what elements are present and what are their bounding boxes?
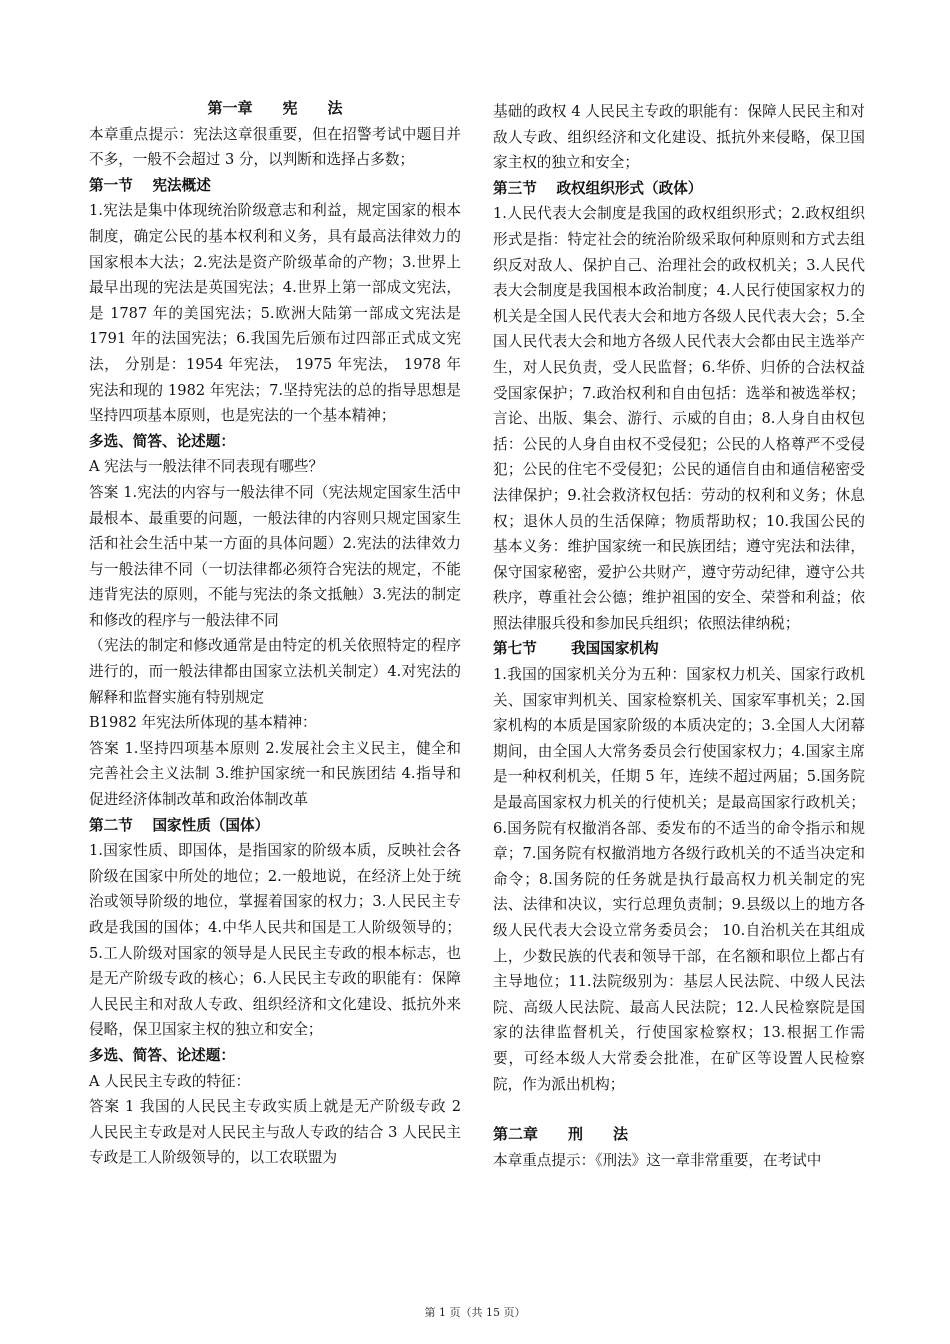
right-column	[493, 99, 865, 1173]
answer-text: 答案 1 我国的人民民主专政实质上就是无产阶级专政 2 人民民主专政是对人民民主与敌人专政的结合 3 人民民主专政是工人阶级领导的，以工农联盟为	[89, 1098, 461, 1167]
answer-text: （宪法的制定和修改通常是由特定的机关依照特定的程序进行的，而一般法律都由国家立法机关制定）4.对宪法的解释和监督实施有特别规定	[89, 637, 461, 706]
question-heading: 多选、简答、论述题：	[89, 432, 235, 450]
answer-text: 答案 1.宪法的内容与一般法律不同（宪法规定国家生活中最根本、最重要的问题，一般法律的内容则只规定国家生活和社会生活中某一方面的具体问题）2.宪法的法律效力与一般法律不同（一切法律都必须符合宪法的规定，不能违背宪法的原则，不能与宪法的条文抵触）3.宪法的制定和修改的程序与一般法律不同	[89, 483, 461, 629]
question-item: A 宪法与一般法律不同表现有哪些？	[89, 458, 324, 476]
page-footer: 第 1 页（共 15 页）	[424, 1306, 526, 1319]
section-body: 1.人民代表大会制度是我国的政权组织形式；2.政权组织形式是指：特定社会的统治阶级采取何种原则和方式去组织反对敌人、保护自己、治理社会的政权机关；3.人民代表大会制度是我国根本政治制度；4.人民行使国家权力的机关是全国人民代表大会和地方各级人民代表大会；5.全国人民代表大会和地方各级人民代表大会都由民主选举产生，对人民负责，受人民监督；6.华侨、归侨的合法权益受国家保护；7.政治权利和自由包括：选举和被选举权；言论、出版、集会、游行、示威的自由；8.人身自由权包括：公民的人身自由权不受侵犯；公民的人格尊严不受侵犯；公民的住宅不受侵犯；公民的通信自由和通信秘密受法律保护；9.社会救济权包括：劳动的权利和义务；休息权；退休人员的生活保障；物质帮助权；10.我国公民的基本义务：维护国家统一和民族团结；遵守宪法和法律，保守国家秘密，爱护公共财产，遵守劳动纪律，遵守公共秩序，尊重社会公德；维护祖国的安全、荣誉和利益；依照法律服兵役和参加民兵组织；依照法律纳税；	[493, 205, 865, 632]
section-title: 第二节 国家性质（国体）	[89, 816, 270, 834]
section-title: 第七节 我国国家机构	[493, 640, 659, 658]
section-title: 第三节 政权组织形式（政体）	[493, 179, 703, 197]
answer-text: 答案 1.坚持四项基本原则 2.发展社会主义民主，健全和完善社会主义法制 3.维护国家统一和民族团结 4.指导和促进经济体制改革和政治体制改革	[89, 739, 461, 809]
chapter-intro: 本章重点提示：《刑法》这一章非常重要，在考试中	[493, 1151, 822, 1169]
chapter-intro: 本章重点提示：宪法这章很重要，但在招警考试中题目并不多，一般不会超过 3 分，以判断和选择占多数；	[89, 125, 461, 169]
left-column	[89, 96, 461, 1171]
chapter-title: 第一章 宪 法	[207, 99, 343, 117]
chapter-title: 第二章 刑 法	[493, 1125, 629, 1144]
section-title: 第一节 宪法概述	[89, 176, 211, 194]
section-body: 1.宪法是集中体现统治阶级意志和利益，规定国家的根本制度，确定公民的基本权利和义务，具有最高法律效力的国家根本大法；2.宪法是资产阶级革命的产物；3.世界上最早出现的宪法是英国宪法；4.世界上第一部成文宪法，是 1787 年的美国宪法；5.欧洲大陆第一部成文宪法是 1791 年的法国宪法；6.我国先后颁布过四部正式成文宪法， 分别是：1954 年宪法， 1975 年宪法， 1978 年宪法和现的 1982 年宪法；7.坚持宪法的总的指导思想是坚持四项基本原则，也是宪法的一个基本精神；	[89, 202, 461, 425]
question-item: A 人民民主专政的特征：	[89, 1072, 251, 1090]
question-heading: 多选、简答、论述题：	[89, 1046, 235, 1064]
continued-text: 基础的政权 4 人民民主专政的职能有：保障人民民主和对敌人专政、组织经济和文化建设、抵抗外来侵略，保卫国家主权的独立和安全；	[493, 103, 865, 172]
question-item: B1982 年宪法所体现的基本精神：	[89, 714, 317, 732]
section-body: 1.我国的国家机关分为五种：国家权力机关、国家行政机关、国家审判机关、国家检察机关、国家军事机关；2.国家机构的本质是国家阶级的本质决定的；3.全国人大闭幕期间，由全国人大常务委员会行使国家权力；4.国家主席是一种权利机关，任期 5 年，连续不超过两届；5.国务院是最高国家权力机关的行使机关；是最高国家行政机关；6.国务院有权撤消各部、委发布的不适当的命令指示和规章；7.国务院有权撤消地方各级行政机关的不适当决定和命令；8.国务院的任务就是执行最高权力机关制定的宪法、法律和决议，实行总理负责制；9.县级以上的地方各级人民代表大会设立常务委员会； 10.自治机关在其组成上，少数民族的代表和领导干部，在名额和职位上都占有主导地位；11.法院级别为：基层人民法院、中级人民法院、高级人民法院、最高人民法院；12.人民检察院是国家的法律监督机关，行使国家检察权；13.根据工作需要，可经本级人大常委会批准，在矿区等设置人民检察院，作为派出机构；	[493, 666, 865, 1093]
section-body: 1.国家性质、即国体，是指国家的阶级本质，反映社会各阶级在国家中所处的地位；2.一般地说，在经济上处于统治或领导阶级的地位，掌握着国家的权力；3.人民民主专政是我国的国体；4.中华人民共和国是工人阶级领导的；5.工人阶级对国家的领导是人民民主专政的根本标志，也是无产阶级专政的核心；6.人民民主专政的职能有：保障人民民主和对敌人专政、组织经济和文化建设、抵抗外来侵略，保卫国家主权的独立和安全；	[89, 842, 461, 1039]
